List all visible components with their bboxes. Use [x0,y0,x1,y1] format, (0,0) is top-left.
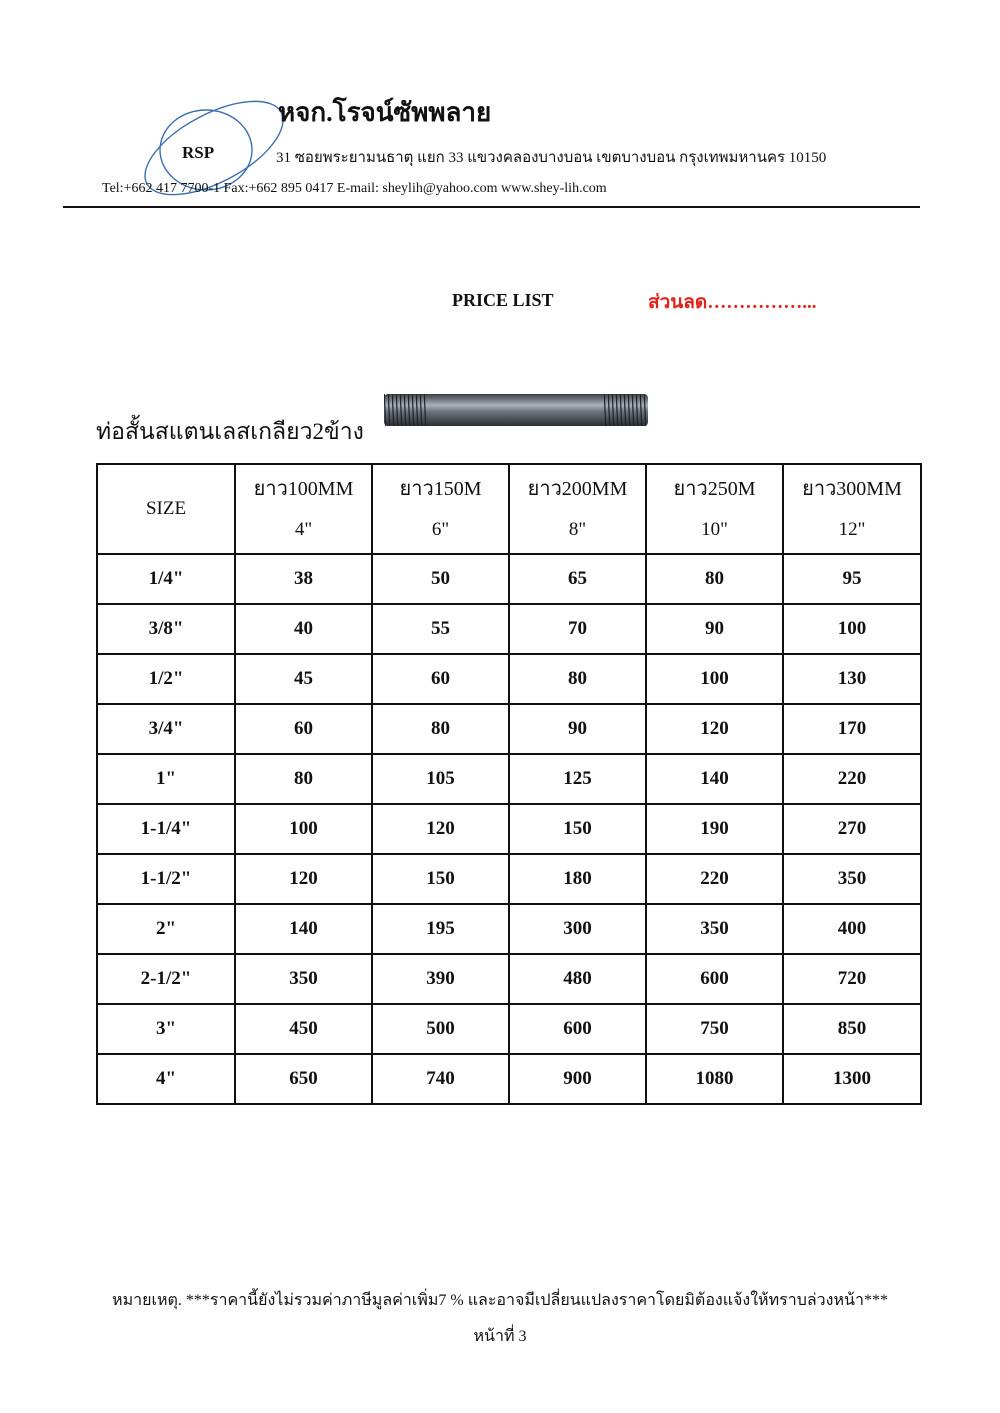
company-name: หจก.โรจน์ซัพพลาย [278,98,492,127]
pipe-nipple-photo [380,386,652,434]
price-cell: 390 [372,954,509,1004]
price-cell: 40 [235,604,372,654]
table-row [97,604,921,654]
discount-label: ส่วนลด……………... [648,292,817,313]
price-cell: 190 [646,804,783,854]
price-cell: 55 [372,604,509,654]
column-length: ยาว250M [673,478,756,500]
price-cell: 90 [646,604,783,654]
table-row [97,654,921,704]
price-cell: 900 [509,1054,646,1104]
price-cell: 120 [646,704,783,754]
size-cell: 2" [97,904,235,954]
column-length: ยาว150M [399,478,482,500]
price-cell: 400 [783,904,921,954]
price-cell: 50 [372,554,509,604]
table-row [97,554,921,604]
price-cell: 120 [372,804,509,854]
price-table [96,463,922,1105]
table-row [97,804,921,854]
price-cell: 450 [235,1004,372,1054]
table-row [97,854,921,904]
column-header [646,464,783,554]
table-header-row [97,464,921,554]
size-cell: 3/4" [97,704,235,754]
price-cell: 80 [235,754,372,804]
company-contact: Tel:+662 417 7700-1 Fax:+662 895 0417 E-mail: sheylih@yahoo.com www.shey-lih.com [102,181,607,196]
price-cell: 220 [646,854,783,904]
price-cell: 140 [646,754,783,804]
price-cell: 60 [235,704,372,754]
footer-note: หมายเหตุ. ***ราคานี้ยังไม่รวมค่าภาษีมูลค่าเพิ่ม7 % และอาจมีเปลี่ยนแปลงราคาโดยมิต้องแจ้งให้ทราบล่วงหน้า*** [112,1292,888,1309]
size-cell: 1/2" [97,654,235,704]
price-cell: 720 [783,954,921,1004]
price-cell: 95 [783,554,921,604]
price-cell: 600 [509,1004,646,1054]
column-inch: 8" [568,519,587,540]
table-row [97,704,921,754]
table-row [97,954,921,1004]
column-length: ยาว200MM [527,478,628,500]
price-cell: 350 [783,854,921,904]
column-length: ยาว100MM [253,478,354,500]
price-cell: 100 [783,604,921,654]
price-cell: 740 [372,1054,509,1104]
size-cell: 3/8" [97,604,235,654]
price-cell: 1300 [783,1054,921,1104]
price-cell: 270 [783,804,921,854]
price-cell: 650 [235,1054,372,1104]
price-cell: 600 [646,954,783,1004]
column-inch: 6" [431,519,450,540]
table-row [97,904,921,954]
page-number: หน้าที่ 3 [473,1328,527,1345]
price-cell: 1080 [646,1054,783,1104]
column-inch: 12" [838,519,866,540]
price-cell: 300 [509,904,646,954]
price-cell: 150 [372,854,509,904]
size-cell: 2-1/2" [97,954,235,1004]
price-cell: 100 [235,804,372,854]
size-cell: 1" [97,754,235,804]
column-header [509,464,646,554]
price-list-title: PRICE LIST [452,290,554,310]
column-header [372,464,509,554]
price-cell: 60 [372,654,509,704]
price-cell: 120 [235,854,372,904]
price-cell: 105 [372,754,509,804]
header-divider [63,206,920,208]
price-cell: 480 [509,954,646,1004]
price-cell: 750 [646,1004,783,1054]
column-length: ยาว300MM [802,478,902,500]
price-cell: 195 [372,904,509,954]
price-cell: 150 [509,804,646,854]
column-header [783,464,921,554]
price-cell: 350 [646,904,783,954]
price-cell: 70 [509,604,646,654]
column-inch: 10" [701,519,728,540]
price-cell: 220 [783,754,921,804]
column-inch: 4" [294,519,313,540]
price-cell: 170 [783,704,921,754]
logo-text: RSP [182,143,215,162]
price-cell: 500 [372,1004,509,1054]
size-cell: 1-1/4" [97,804,235,854]
table-row [97,754,921,804]
product-title: ท่อสั้นสแตนเลสเกลียว2ข้าง [96,419,364,444]
table-row [97,1054,921,1104]
price-cell: 130 [783,654,921,704]
price-cell: 350 [235,954,372,1004]
price-cell: 38 [235,554,372,604]
price-cell: 180 [509,854,646,904]
price-cell: 140 [235,904,372,954]
price-cell: 90 [509,704,646,754]
company-address: 31 ซอยพระยามนธาตุ แยก 33 แขวงคลองบางบอน เขตบางบอน กรุงเทพมหานคร 10150 [276,150,827,166]
price-cell: 80 [372,704,509,754]
price-cell: 850 [783,1004,921,1054]
column-header [235,464,372,554]
price-cell: 100 [646,654,783,704]
price-cell: 80 [646,554,783,604]
size-cell: 3" [97,1004,235,1054]
size-cell: 4" [97,1054,235,1104]
size-header: SIZE [97,464,235,554]
price-cell: 125 [509,754,646,804]
price-cell: 80 [509,654,646,704]
size-cell: 1-1/2" [97,854,235,904]
price-cell: 65 [509,554,646,604]
table-row [97,1004,921,1054]
price-cell: 45 [235,654,372,704]
size-cell: 1/4" [97,554,235,604]
